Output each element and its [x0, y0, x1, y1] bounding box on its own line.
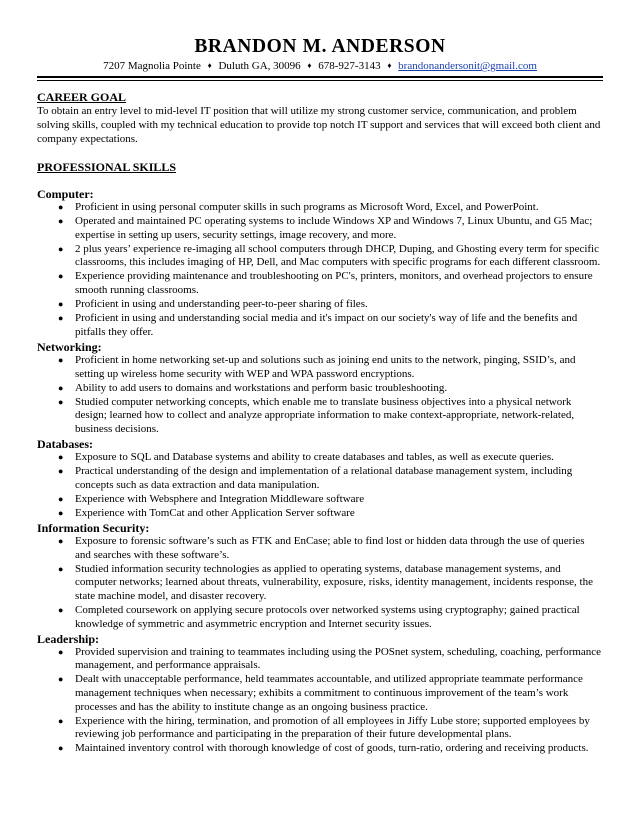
- bullet-icon: ●: [58, 466, 64, 477]
- skill-item: [37, 451, 603, 465]
- skill-item: [37, 493, 603, 507]
- bullet-icon: ●: [58, 299, 64, 310]
- contact-line: [37, 59, 603, 74]
- skill-item-text: Experience with Websphere and Integration Middleware software: [75, 492, 365, 505]
- skill-item-text: Completed coursework on applying secure protocols over networked systems using cryptography; gained practical knowledge of symmetric and asymmetric encryption and Internet security issues.: [75, 603, 580, 630]
- skill-item: [37, 646, 603, 673]
- skill-item: [37, 298, 603, 312]
- skill-group-heading: Computer:: [37, 187, 94, 201]
- professional-skills-title: PROFESSIONAL SKILLS: [37, 160, 177, 174]
- skill-list: [37, 535, 603, 631]
- skill-item-text: Experience providing maintenance and troubleshooting on PC's, printers, monitors, and overhead projectors to ensure smooth running classrooms.: [75, 270, 593, 297]
- bullet-icon: ●: [58, 396, 64, 407]
- separator-diamond-icon: ♦: [307, 61, 312, 70]
- skill-item-text: Proficient in home networking set-up and solutions such as joining end units to the network, pinging, SSID’s, and setting up wireless home security with WEP and WPA password encryptions.: [75, 353, 576, 380]
- skill-item-text: Studied information security technologies as applied to operating systems, database management systems, and computer networks; learned about threats, vulnerability, exposure, risks, identity management, incidents response, the state machine model, and disaster recovery.: [75, 562, 593, 602]
- skill-item: [37, 673, 603, 714]
- skill-item-text: Exposure to forensic software’s such as FTK and EnCase; able to find lost or hidden data through the use of queries and searches with these software’s.: [75, 534, 585, 561]
- bullet-icon: ●: [58, 535, 64, 546]
- skill-item: [37, 465, 603, 492]
- skill-item-text: Ability to add users to domains and workstations and perform basic troubleshooting.: [75, 381, 448, 394]
- skill-item: [37, 604, 603, 631]
- bullet-icon: ●: [58, 243, 64, 254]
- career-goal-title: CAREER GOAL: [37, 90, 127, 104]
- career-goal-text: To obtain an entry level to mid-level IT position that will utilize my strong customer service, communication, and problem solving skills, coupled with my technical education to provide top notch IT support and services that will exceed both client and company expectations.: [37, 105, 601, 145]
- skill-group-heading: Information Security:: [37, 520, 150, 535]
- skills-groups: [37, 187, 603, 756]
- skill-item: [37, 201, 603, 215]
- skill-item-text: Practical understanding of the design and implementation of a relational database management system, including concepts such as data extraction and data manipulation.: [75, 465, 573, 491]
- skill-item: [37, 354, 603, 381]
- bullet-icon: ●: [58, 507, 64, 518]
- skill-list: [37, 451, 603, 520]
- bullet-icon: ●: [58, 382, 64, 393]
- separator-diamond-icon: ♦: [387, 61, 392, 70]
- separator-diamond-icon: ♦: [207, 61, 212, 70]
- skill-list: [37, 201, 603, 339]
- skill-item: [37, 507, 603, 521]
- skill-item-text: Proficient in using personal computer skills in such programs as Microsoft Word, Excel, and PowerPoint.: [75, 201, 539, 213]
- skill-item-text: Operated and maintained PC operating systems to include Windows XP and Windows 7, Linux Ubuntu, and G5 Mac; expertise in setting up users, security settings, image recovery, and more.: [75, 215, 593, 241]
- bullet-icon: ●: [58, 354, 64, 365]
- skill-item-text: Proficient in using and understanding social media and it's impact on our society's way of life and the benefits and pitfalls they offer.: [75, 312, 578, 338]
- skill-group-heading: Leadership:: [37, 631, 100, 646]
- header-rule-thick: [37, 76, 603, 78]
- skill-item: [37, 535, 603, 562]
- skill-list: [37, 354, 603, 437]
- skill-item: [37, 312, 603, 339]
- address: 7207 Magnolia Pointe: [103, 60, 201, 72]
- skill-group-heading: Databases:: [37, 437, 93, 451]
- skill-item: [37, 243, 603, 270]
- bullet-icon: ●: [58, 715, 64, 726]
- skill-item-text: Provided supervision and training to teammates including using the POSnet system, scheduling, coaching, performance management, and performance appraisals.: [75, 645, 602, 672]
- skill-item-text: Exposure to SQL and Database systems and ability to create databases and tables, as well as execute queries.: [75, 451, 554, 463]
- applicant-name: BRANDON M. ANDERSON: [194, 36, 446, 57]
- skill-item: [37, 715, 603, 742]
- bullet-icon: ●: [58, 493, 64, 504]
- skill-item: [37, 742, 603, 756]
- skill-list: [37, 646, 603, 756]
- skill-group-heading: Networking:: [37, 339, 102, 354]
- skill-item-text: Studied computer networking concepts, which enable me to translate business objectives into a physical network design; learned how to collect and analyze appropriate information to make context-appropriate, network-related, business decisions.: [75, 395, 575, 435]
- bullet-icon: ●: [58, 216, 64, 227]
- bullet-icon: ●: [58, 313, 64, 324]
- skill-item-text: Proficient in using and understanding peer-to-peer sharing of files.: [75, 298, 368, 311]
- bullet-icon: ●: [58, 604, 64, 615]
- skill-item-text: Maintained inventory control with thorough knowledge of cost of goods, turn-ratio, ordering and receiving products.: [75, 742, 589, 755]
- resume-page: [37, 36, 603, 756]
- bullet-icon: ●: [58, 452, 64, 462]
- skill-item: [37, 563, 603, 604]
- bullet-icon: ●: [58, 743, 64, 754]
- skill-item-text: 2 plus years’ experience re-imaging all school computers through DHCP, Duping, and Ghosting every term for specific classrooms, this includes imaging of HP, Dell, and Mac computers with specific programs for each different classroom.: [75, 242, 601, 269]
- skill-item-text: Experience with the hiring, termination, and promotion of all employees in Jiffy Lube store; supported employees by reviewing job performance and participating in the preparation of their future developmental plans.: [75, 714, 590, 741]
- city: Duluth GA, 30096: [218, 60, 301, 72]
- bullet-icon: ●: [58, 674, 64, 685]
- bullet-icon: ●: [58, 563, 64, 574]
- skill-item: [37, 270, 603, 297]
- skill-item: [37, 396, 603, 437]
- bullet-icon: ●: [58, 646, 64, 657]
- skill-item-text: Experience with TomCat and other Application Server software: [75, 506, 355, 519]
- bullet-icon: ●: [58, 271, 64, 282]
- skill-item: [37, 215, 603, 242]
- skill-item: [37, 382, 603, 396]
- phone: 678-927-3143: [318, 60, 381, 72]
- bullet-icon: ●: [58, 202, 64, 212]
- email-link[interactable]: brandonandersonit@gmail.com: [398, 60, 537, 72]
- skill-item-text: Dealt with unacceptable performance, held teammates accountable, and utilized appropriate teammate performance management techniques when necessary; exhibits a commitment to continuous improvement of the team’s work processes and has the ability to institute change as an ongoing business practice.: [75, 673, 583, 713]
